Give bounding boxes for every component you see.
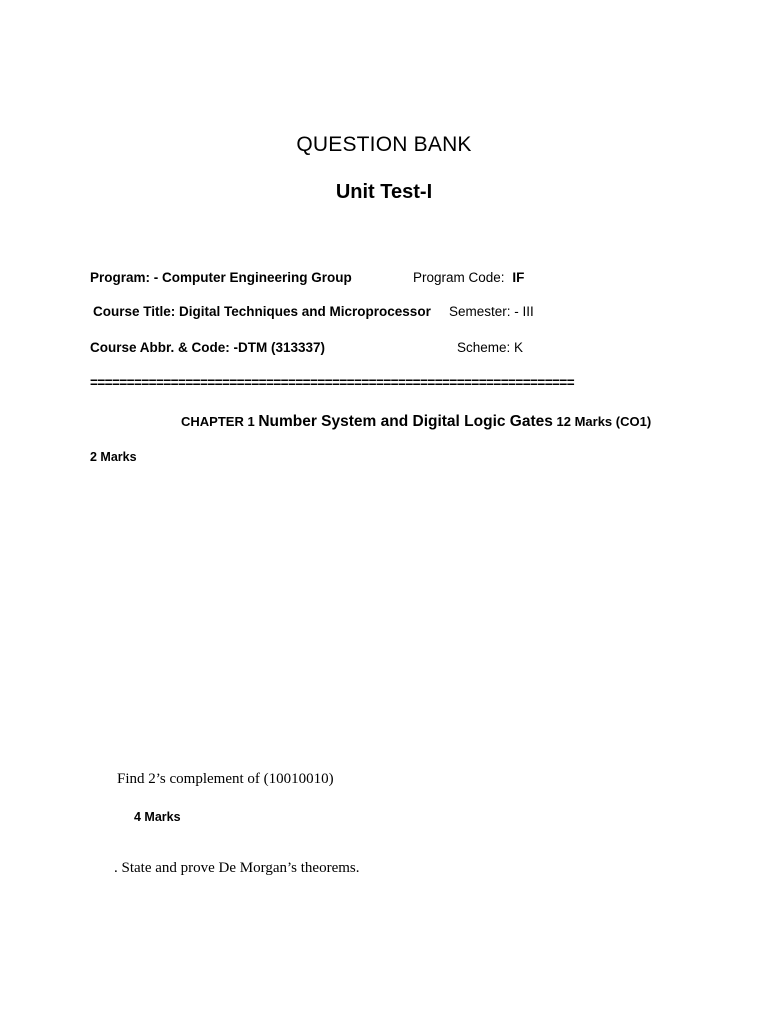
page-title: QUESTION BANK: [296, 133, 472, 156]
divider-line: ==================================================================: [90, 375, 575, 390]
semester-label: Semester: - III: [449, 304, 534, 319]
section-marks-label: 4 Marks: [134, 810, 181, 824]
chapter-suffix: 12 Marks (CO1): [556, 414, 652, 429]
course-title-label: Course Title: Digital Techniques and Microprocessor: [93, 304, 431, 319]
course-abbr-label: Course Abbr. & Code: -DTM (313337): [90, 340, 326, 355]
question-item: Find 2’s complement of (10010010): [117, 771, 334, 787]
program-code-label: Program Code:: [413, 270, 505, 285]
program-label: Program: - Computer Engineering Group: [90, 270, 352, 285]
section-marks-label: 2 Marks: [90, 450, 137, 464]
program-code-row: [413, 270, 524, 285]
chapter-name: Number System and Digital Logic Gates: [258, 413, 553, 430]
chapter-heading: [181, 413, 651, 431]
scheme-label: Scheme: K: [457, 340, 524, 355]
program-code-value: IF: [512, 270, 525, 285]
page-subtitle: Unit Test-I: [335, 181, 433, 203]
question-item: . State and prove De Morgan’s theorems.: [114, 860, 360, 876]
chapter-prefix: CHAPTER 1: [181, 414, 255, 429]
